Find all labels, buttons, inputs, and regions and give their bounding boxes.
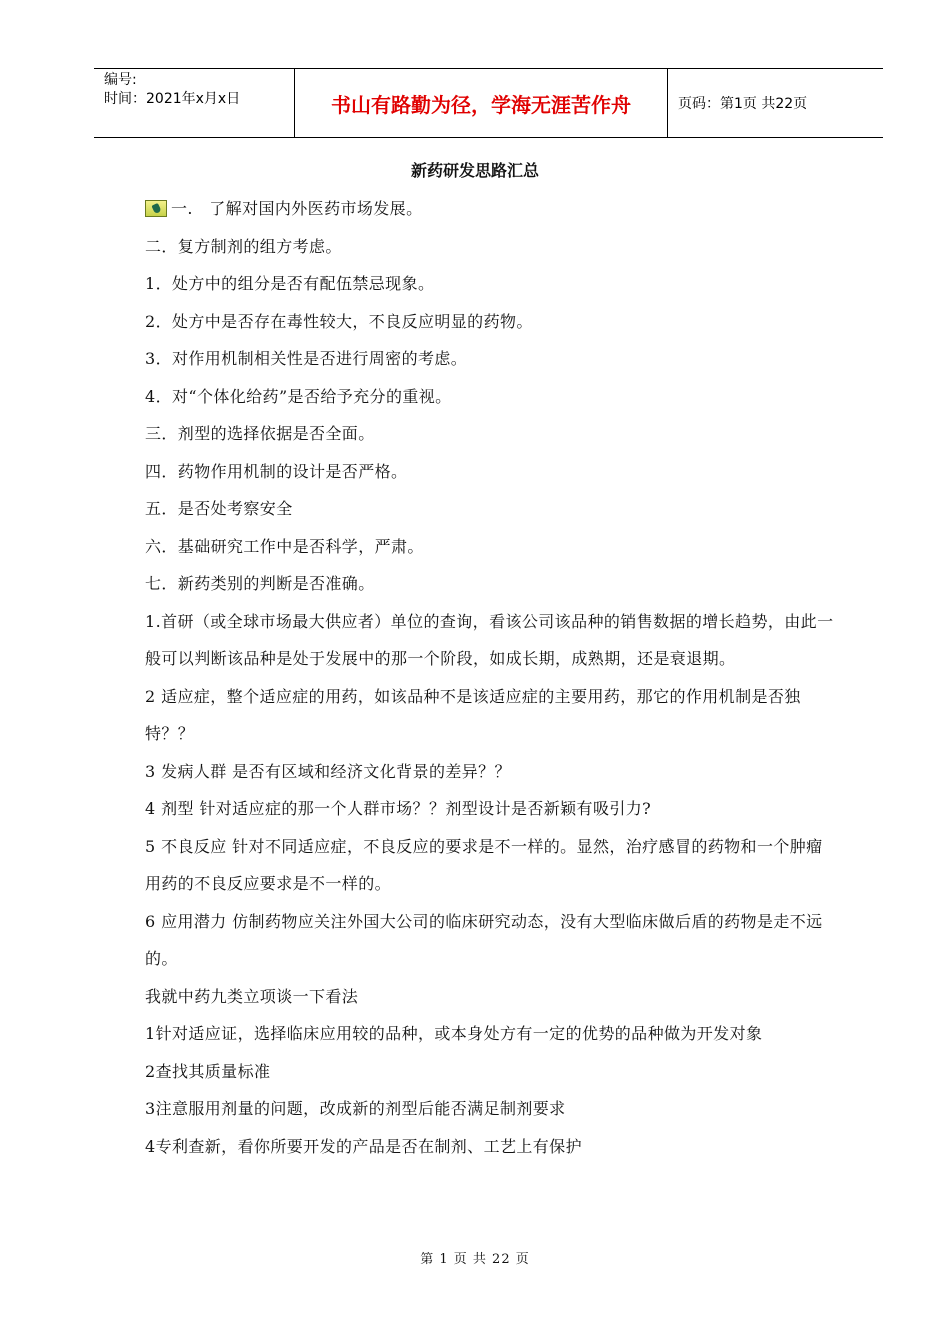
paragraph: 4 剂型 针对适应症的那一个人群市场？？剂型设计是否新颖有吸引力? [145,799,652,818]
paragraph: 我就中药九类立项谈一下看法 [145,986,359,1006]
pin-icon[interactable] [145,200,167,217]
header-divider [667,69,668,137]
paragraph: 四．药物作用机制的设计是否严格。 [145,461,408,481]
paragraph-text: 一. 了解对国内外医药市场发展。 [171,199,423,218]
paragraph: 4专利查新，看你所要开发的产品是否在制剂、工艺上有保护 [145,1136,582,1156]
paragraph: 6 应用潜力 仿制药物应关注外国大公司的临床研究动态，没有大型临床做后盾的药物是走不远的。 [145,911,823,968]
paragraph: 4．对“个体化给药”是否给予充分的重视。 [145,386,452,406]
document-header [94,68,883,138]
paragraph: 2．处方中是否存在毒性较大，不良反应明显的药物。 [145,311,533,331]
paragraph: 5 不良反应 针对不同适应症，不良反应的要求是不一样的。显然，治疗感冒的药物和一个肿瘤用药的不良反应要求是不一样的。 [145,836,823,893]
header-page-info: 页码：第1页 共22页 [678,96,808,112]
paragraph: 三．剂型的选择依据是否全面。 [145,424,375,443]
paragraph: 二．复方制剂的组方考虑。 [145,236,342,256]
paragraph: 1针对适应证，选择临床应用较的品种，或本身处方有一定的优势的品种做为开发对象 [145,1024,763,1043]
paragraph: 3注意服用剂量的问题，改成新的剂型后能否满足制剂要求 [145,1099,566,1118]
number-label: 编号: [104,72,137,88]
paragraph: 3 发病人群 是否有区域和经济文化背景的差异？？ [145,761,511,781]
paragraph: 七．新药类别的判断是否准确。 [145,574,375,593]
paragraph: 五．是否处考察安全 [145,499,293,518]
page-footer: 第 1 页 共 22 页 [420,1252,530,1267]
paragraph: 2 适应症，整个适应症的用药，如该品种不是该适应症的主要用药，那它的作用机制是否独特？？ [145,686,801,743]
paragraph: 1．处方中的组分是否有配伍禁忌现象。 [145,274,435,293]
header-meta [104,71,240,109]
paragraph: 六．基础研究工作中是否科学，严肃。 [145,536,424,556]
paragraph: 3．对作用机制相关性是否进行周密的考虑。 [145,349,468,368]
paragraph [145,190,835,228]
paragraph: 2查找其质量标准 [145,1061,271,1081]
time-label: 时间：2021年x月x日 [104,91,241,107]
header-motto: 书山有路勤为径，学海无涯苦作舟 [331,92,631,117]
document-title: 新药研发思路汇总 [410,161,539,180]
paragraph: 1.首研（或全球市场最大供应者）单位的查询，看该公司该品种的销售数据的增长趋势，由此一般可以判断该品种是处于发展中的那一个阶段，如成长期，成熟期，还是衰退期。 [145,611,834,668]
document-body [145,190,835,1165]
